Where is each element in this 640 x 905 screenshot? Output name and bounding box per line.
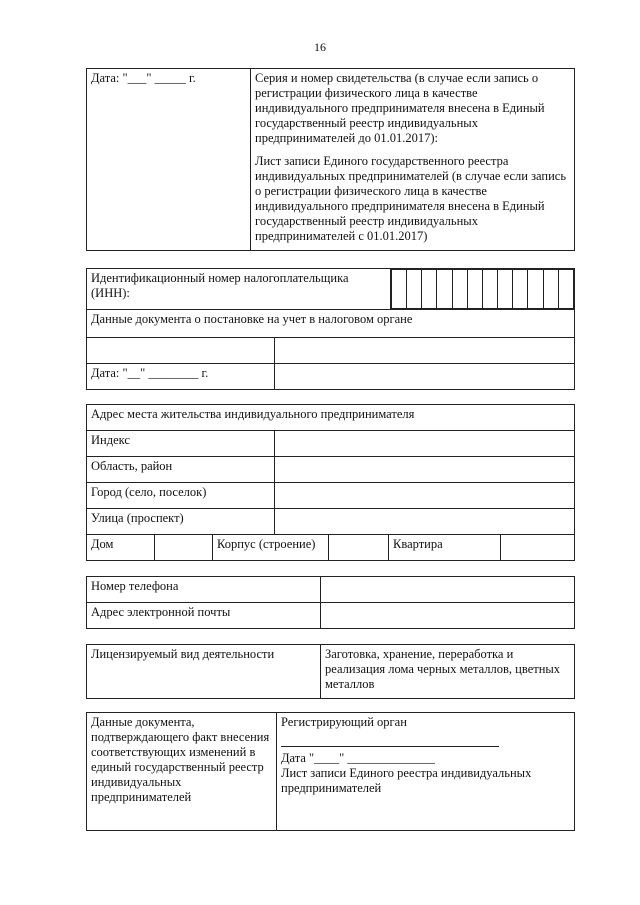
certificate-table xyxy=(86,68,575,251)
certificate-info-cell xyxy=(251,69,575,251)
phone-label: Номер телефона xyxy=(91,579,179,593)
certificate-series-text: Серия и номер свидетельства (в случае если запись о регистрации физического лица в качестве индивидуального предпринимателя внесена в Единый государственный реестр индивидуальных предпринимателей до 01.01.2017): xyxy=(255,71,545,145)
inn-digit-cell[interactable] xyxy=(528,270,543,309)
registration-doc-field-right[interactable] xyxy=(275,338,575,364)
authority-line xyxy=(281,732,499,747)
license-value: Заготовка, хранение, переработка и реализация лома черных металлов, цветных металлов xyxy=(325,647,561,691)
inn-digit-cell[interactable] xyxy=(467,270,482,309)
inn-digit-cell[interactable] xyxy=(543,270,558,309)
index-label: Индекс xyxy=(91,433,130,447)
city-field[interactable] xyxy=(275,483,575,509)
tax-date-field[interactable] xyxy=(87,364,275,390)
changes-date-label: Дата "____" ______________ xyxy=(281,751,435,765)
street-field[interactable] xyxy=(275,509,575,535)
tax-table xyxy=(86,268,575,390)
inn-digit-cell[interactable] xyxy=(558,270,573,309)
inn-digit-cell[interactable] xyxy=(498,270,513,309)
inn-digit-cell[interactable] xyxy=(482,270,497,309)
inn-digit-cell[interactable] xyxy=(513,270,528,309)
email-field[interactable] xyxy=(321,603,575,629)
certificate-sheet-text: Лист записи Единого государственного реестра индивидуальных предпринимателей (в случае если запись о регистрации физического лица в качестве индивидуального предпринимателя внесена в Единый государственный реестр индивидуальных предпринимателей с 01.01.2017) xyxy=(255,154,567,243)
certificate-date-field[interactable] xyxy=(87,69,251,251)
contacts-table xyxy=(86,576,575,629)
inn-label-cell xyxy=(87,269,391,310)
registration-doc-label: Данные документа о постановке на учет в налоговом органе xyxy=(91,312,413,326)
page-number: 16 xyxy=(314,40,326,54)
license-table xyxy=(86,644,575,699)
address-title: Адрес места жительства индивидуального предпринимателя xyxy=(91,407,415,421)
region-label: Область, район xyxy=(91,459,173,473)
apartment-label: Квартира xyxy=(393,537,443,551)
inn-digit-cell[interactable] xyxy=(392,270,407,309)
email-label: Адрес электронной почты xyxy=(91,605,231,619)
license-value-field[interactable] xyxy=(321,645,575,699)
authority-label: Регистрирующий орган xyxy=(281,715,407,729)
street-label: Улица (проспект) xyxy=(91,511,184,525)
apartment-field[interactable] xyxy=(501,535,575,561)
changes-sheet-label: Лист записи Единого реестра индивидуальных предпринимателей xyxy=(281,766,532,795)
house-field[interactable] xyxy=(155,535,213,561)
license-label: Лицензируемый вид деятельности xyxy=(91,647,275,661)
tax-date-label: Дата: "__" ________ г. xyxy=(91,366,209,380)
inn-label: Идентификационный номер налогоплательщика (ИНН): xyxy=(91,271,349,300)
inn-digit-cell[interactable] xyxy=(437,270,452,309)
registration-doc-field-left[interactable] xyxy=(87,338,275,364)
changes-info-field[interactable] xyxy=(277,713,575,831)
phone-field[interactable] xyxy=(321,577,575,603)
certificate-date-label: Дата: "___" _____ г. xyxy=(91,71,196,85)
address-table xyxy=(86,404,575,561)
region-field[interactable] xyxy=(275,457,575,483)
inn-digit-cell[interactable] xyxy=(452,270,467,309)
tax-date-value-field[interactable] xyxy=(275,364,575,390)
inn-digits-cell[interactable] xyxy=(391,269,575,310)
building-field[interactable] xyxy=(329,535,389,561)
changes-label: Данные документа, подтверждающего факт внесения соответствующих изменений в единый государственный реестр индивидуальных предпринимателей xyxy=(91,715,270,804)
inn-digit-cell[interactable] xyxy=(407,270,422,309)
address-title-cell xyxy=(87,405,575,431)
building-label: Корпус (строение) xyxy=(217,537,316,551)
inn-digit-cell[interactable] xyxy=(422,270,437,309)
inn-digit-grid xyxy=(391,269,574,309)
changes-table xyxy=(86,712,575,831)
index-field[interactable] xyxy=(275,431,575,457)
registration-doc-label-cell xyxy=(87,310,575,338)
city-label: Город (село, поселок) xyxy=(91,485,207,499)
house-label: Дом xyxy=(91,537,114,551)
